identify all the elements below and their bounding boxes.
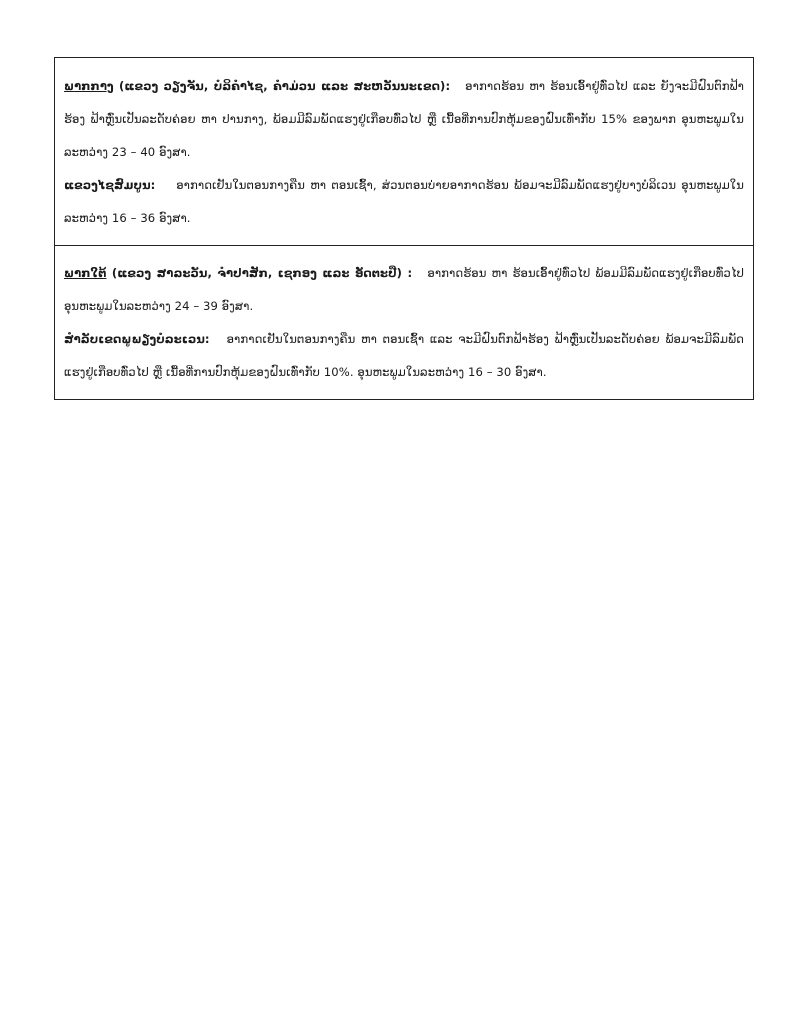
bolaven-plateau-paragraph [64, 323, 744, 389]
central-region-forecast: ອາກາດຮ້ອນ ຫາ ຮ້ອນເອົ້າຢູ່ທົ່ວໄປ ແລະ ຍັງຈະມີຝົນຕົກຟ້າຮ້ອງ ຟ້າຫຼົ່ນເປັນລະດັບຄ່ອຍ ຫາ ປານກາງ, ພ້ອມມີລົມພັດແຮງຢູ່ເກືອບທົ່ວໄປ ຫຼື ເນື້ອທີ່ການປົກຫຸ້ມຂອງຝົນເທົ່າກັບ 15% ຂອງພາກ ອຸນຫະພູມໃນລະຫວ່າງ 23 – 40 ອົງສາ. [64, 79, 745, 159]
bolaven-plateau-forecast: ອາກາດເຢັນໃນຕອນກາງຄືນ ຫາ ຕອນເຊົ້າ ແລະ ຈະມີຝົນຕົກຟ້າຮ້ອງ ຟ້າຫຼົ່ນເປັນລະດັບຄ່ອຍ ພ້ອມຈະມີລົມພັດແຮງຢູ່ເກືອບທົ່ວໄປ ຫຼື ເນື້ອທີ່ການປົກຫຸ້ມຂອງຝົນເທົ່າກັບ 10%. ອຸນຫະພູມໃນລະຫວ່າງ 16 – 30 ອົງສາ. [64, 332, 744, 379]
central-region-provinces: (ແຂວງ ວຽງຈັນ, ບໍລິຄຳໄຊ, ຄຳມ່ວນ ແລະ ສະຫວັນນະເຂດ): [113, 79, 451, 93]
southern-region-forecast: ອາກາດຮ້ອນ ຫາ ຮ້ອນເອົ້າຢູ່ທົ່ວໄປ ພ້ອມມີລົມພັດແຮງຢູ່ເກືອບທົ່ວໄປ ອຸນຫະພູມໃນລະຫວ່າງ 24 – 39 ອົງສາ. [64, 266, 744, 313]
bolaven-plateau-name: ສຳລັບເຂດພູພຽງບໍລະເວນ: [64, 332, 210, 346]
xaisomboun-forecast: ອາກາດເຢັນໃນຕອນກາງຄືນ ຫາ ຕອນເຊົ້າ, ສ່ວນຕອນບ່າຍອາກາດຮ້ອນ ພ້ອມຈະມີລົມພັດແຮງຢູ່ບາງບໍລິເວນ ອຸນຫະພູມໃນລະຫວ່າງ 16 – 36 ອົງສາ. [64, 178, 744, 225]
southern-region-paragraph [64, 257, 744, 323]
central-region-paragraph [64, 70, 744, 169]
section-southern [55, 245, 753, 399]
section-central [55, 58, 753, 245]
forecast-box [54, 57, 754, 400]
southern-region-name: ພາກໃຕ້ [64, 266, 107, 280]
xaisomboun-name: ແຂວງໄຊສົມບູນ: [64, 178, 156, 192]
xaisomboun-paragraph [64, 169, 744, 235]
central-region-name: ພາກກາງ [64, 79, 114, 93]
southern-region-provinces: (ແຂວງ ສາລະວັນ, ຈຳປາສັກ, ເຊກອງ ແລະ ອັດຕະປື) : [106, 266, 413, 280]
